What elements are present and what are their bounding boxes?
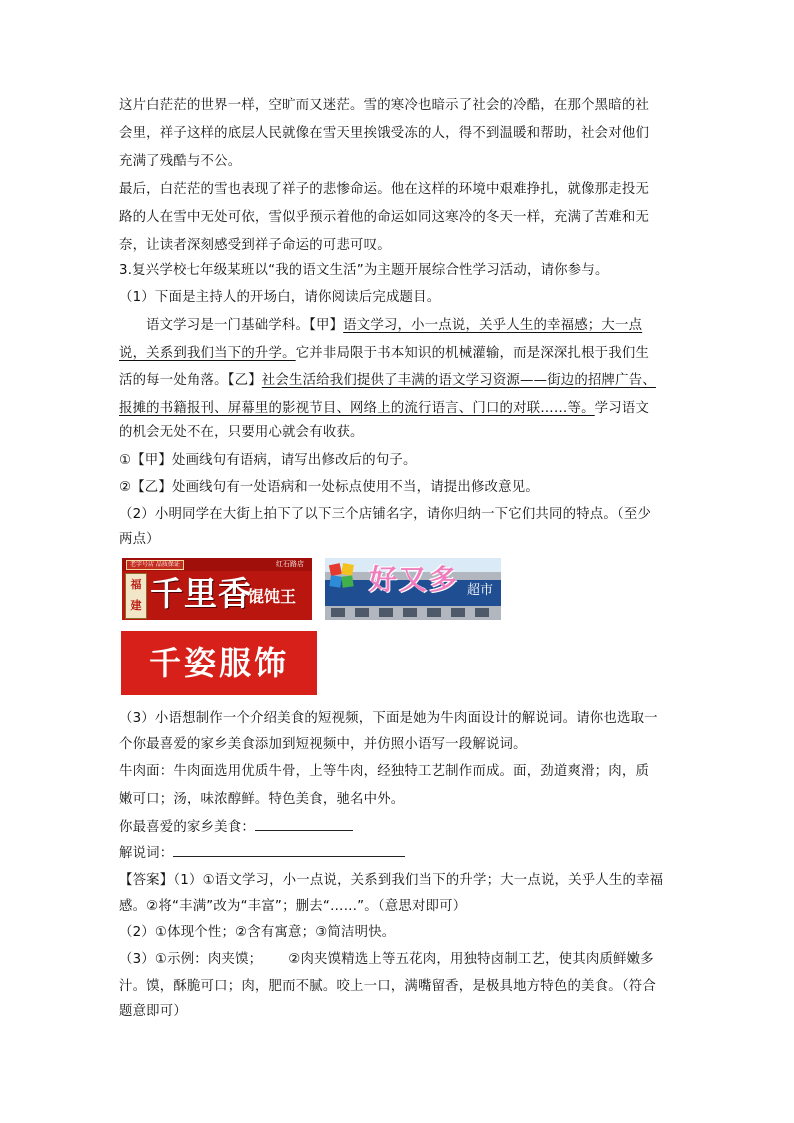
underlined-sentence-jia: 语文学习，小一点说，关乎人生的幸福感；大一点: [343, 318, 643, 333]
sign-sub-text: 馄饨王: [248, 587, 297, 606]
passage-line-2: [119, 340, 679, 369]
passage-text: 语文学习是一门基础学科。【甲】: [146, 318, 344, 333]
question-yi: ②【乙】处画线句有一处语病和一处标点使用不当，请提出修改意见。: [119, 480, 539, 495]
window: [427, 608, 441, 617]
passage-line-1: [119, 312, 679, 341]
text-line: 最后，白茫茫的雪也表现了祥子的悲惨命运。他在这样的环境中艰难挣扎，就像那走投无: [119, 182, 650, 197]
answer-example: （3）①示例：肉夹馍；: [119, 952, 263, 967]
passage-line-5: 的机会无处不在，只要用心就会有收获。: [119, 425, 364, 440]
text-line: 会里，祥子这样的底层人民就像在雪天里挨饿受冻的人，得不到温暖和帮助，社会对他们: [119, 126, 650, 141]
passage-text: 它并非局限于书本知识的机械灌输，而是深深扎根于我们生: [295, 346, 650, 361]
question-jia: ①【甲】处画线句有语病，请写出修改后的句子。: [119, 453, 417, 468]
window: [451, 608, 465, 617]
sign-main-text: 千里香: [150, 574, 252, 613]
window: [355, 608, 369, 617]
description-line: [119, 840, 679, 869]
passage-text: 活的每一处角落。【乙】: [119, 373, 262, 388]
description-blank[interactable]: [173, 842, 405, 857]
sign-branch-name: 红石路店: [276, 560, 304, 568]
text-line: 路的人在雪中无处可依，雪似乎预示着他的命运如同这寒冷的冬天一样，充满了苦难和无: [119, 210, 650, 225]
subquestion-3-line-2: 个你最喜爱的家乡美食添加到短视频中，并仿照小语写一段解说词。: [119, 737, 527, 752]
supermarket-logo-icon: [328, 562, 356, 590]
sign-side-char: 建: [130, 599, 142, 612]
sign-main-text: 好又多: [369, 563, 460, 596]
window: [379, 608, 393, 617]
window: [331, 608, 345, 617]
subquestion-2-line-1: （2）小明同学在大街上拍下了以下三个店铺名字，请你归纳一下它们共同的特点。（至少: [119, 507, 652, 522]
underlined-sentence-jia-cont: 说，关系到我们当下的升学。: [119, 346, 296, 361]
description-label: 解说词：: [119, 846, 174, 861]
answer-line-3: （2）①体现个性；②含有寓意；③简洁明快。: [119, 925, 396, 940]
favorite-food-line: [119, 814, 679, 843]
favorite-food-blank[interactable]: [255, 816, 353, 831]
sign-sub-text: 超市: [467, 583, 494, 598]
passage-text: 学习语文: [594, 401, 650, 416]
shop-sign-qianlixiang: [122, 558, 312, 620]
underlined-sentence-yi: 社会生活给我们提供了丰满的语文学习资源——街边的招牌广告、: [261, 373, 656, 388]
shop-sign-haoyouduo: [325, 558, 501, 620]
passage-line-3: [119, 367, 679, 396]
answer-line-5: 汁。馍，酥脆可口；肉，肥而不腻。咬上一口，满嘴留香，是极具地方特色的美食。（符合: [119, 979, 656, 994]
example-line-2: 嫩可口；汤，味浓醇鲜。特色美食，驰名中外。: [119, 792, 405, 807]
sign-tagline: 老字号店 品质保证: [126, 560, 184, 570]
sign-main-text: 千姿服饰: [148, 644, 289, 682]
subquestion-3-line-1: （3）小语想制作一个介绍美食的短视频，下面是她为牛肉面设计的解说词。请你也选取一: [119, 711, 658, 726]
question-3-title: 3.复兴学校七年级某班以“我的语文生活”为主题开展综合性学习活动，请你参与。: [119, 263, 609, 278]
text-line: 奈，让读者深刻感受到祥子命运的可悲可叹。: [119, 238, 391, 253]
answer-line-4: [119, 946, 679, 975]
underlined-sentence-yi-cont: 报摊的书籍报刊、屏幕里的影视节目、网络上的流行语言、门口的对联……等。: [119, 401, 595, 416]
answer-line-1: 【答案】（1）①语文学习，小一点说，关系到我们当下的升学；大一点说，关乎人生的幸福: [119, 873, 664, 888]
text-line: 充满了残酷与不公。: [119, 154, 242, 169]
favorite-food-label: 你最喜爱的家乡美食：: [119, 820, 255, 835]
answer-line-2: 感。②将“丰满”改为“丰富”；删去“……”。（意思对即可）: [119, 899, 467, 914]
answer-line-6: 题意即可）: [119, 1004, 187, 1019]
sign-side-char: 福: [130, 578, 142, 591]
shop-sign-qianzi: [121, 631, 317, 695]
sign-side-box: [125, 573, 147, 619]
answer-text: ②肉夹馍精选上等五花肉，用独特卤制工艺，使其肉质鲜嫩多: [288, 952, 654, 967]
subquestion-2-line-2: 两点）: [119, 532, 160, 547]
window: [475, 608, 489, 617]
subquestion-1-intro: （1）下面是主持人的开场白，请你阅读后完成题目。: [119, 290, 441, 305]
text-line: 这片白茫茫的世界一样，空旷而又迷茫。雪的寒冷也暗示了社会的冷酷，在那个黑暗的社: [119, 98, 650, 113]
window: [403, 608, 417, 617]
example-line-1: 牛肉面：牛肉面选用优质牛骨，上等牛肉，经独特工艺制作而成。面，劲道爽滑；肉，质: [119, 764, 650, 779]
